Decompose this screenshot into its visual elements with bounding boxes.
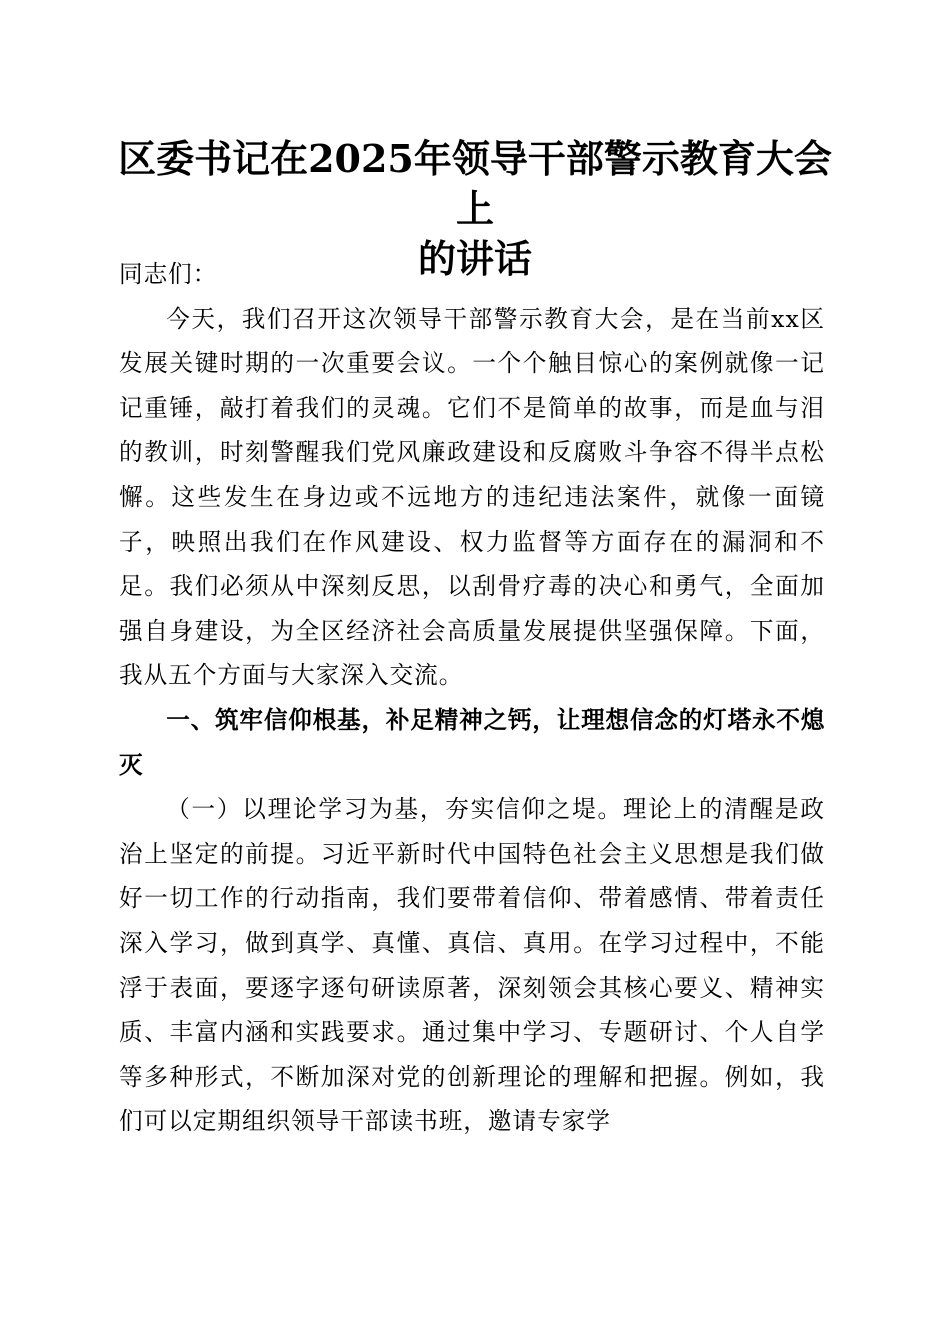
title-line-2: 的讲话 <box>417 236 532 281</box>
section-1-paragraph-1: （一）以理论学习为基，夯实信仰之堤。理论上的清醒是政治上坚定的前提。习近平新时代中国特色社会主义思想是我们做好一切工作的行动指南，我们要带着信仰、带着感情、带着责任深入学习，做到真学、真懂、真信、真用。在学习过程中，不能浮于表面，要逐字逐句研读原著，深刻领会其核心要义、精神实质、丰富内涵和实践要求。通过集中学习、专题研讨、个人自学等多种形式，不断加深对党的创新理论的理解和把握。例如，我们可以定期组织领导干部读书班，邀请专家学 <box>119 795 825 1136</box>
title-line-1: 区委书记在2025年领导干部警示教育大会上 <box>118 136 832 231</box>
section-1-heading: 一、筑牢信仰根基，补足精神之钙，让理想信念的灯塔永不熄灭 <box>119 705 825 779</box>
intro-paragraph: 今天，我们召开这次领导干部警示教育大会，是在当前xx区发展关键时期的一次重要会议。一个个触目惊心的案例就像一记记重锤，敲打着我们的灵魂。它们不是简单的故事，而是血与泪的教训，时刻警醒我们党风廉政建设和反腐败斗争容不得半点松懈。这些发生在身边或不远地方的违纪违法案件，就像一面镜子，映照出我们在作风建设、权力监督等方面存在的漏洞和不足。我们必须从中深刻反思，以刮骨疗毒的决心和勇气，全面加强自身建设，为全区经济社会高质量发展提供坚强保障。下面，我从五个方面与大家深入交流。 <box>119 304 825 690</box>
document-body <box>119 252 825 1144</box>
salutation: 同志们： <box>119 260 218 288</box>
